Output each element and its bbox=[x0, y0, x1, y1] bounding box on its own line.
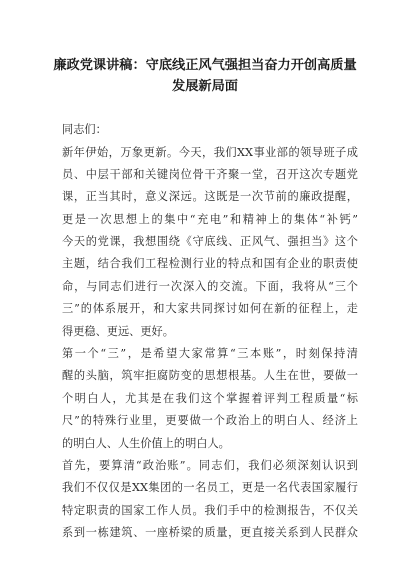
body-line: 特定职责的国家工作人员。我们手中的检测报告，不仅关 bbox=[62, 504, 358, 517]
body-line: 第一个“三”，是希望大家常算“三本账”，时刻保持清 bbox=[62, 347, 358, 360]
body-line: 更是一次思想上的集中“充电”和精神上的集体“补钙” bbox=[62, 213, 358, 226]
body-line: 的明白人、人生价值上的明白人。 bbox=[62, 437, 230, 450]
document-title-line-2: 发展新局面 bbox=[172, 79, 238, 94]
document-title-line-1: 廉政党课讲稿：守底线正风气强担当奋力开创高质量 bbox=[53, 58, 357, 73]
body-line: 今天的党课，我想围绕《守底线、正风气、强担当》这个 bbox=[62, 235, 358, 248]
body-line: 我们不仅仅是XX集团的一名员工，更是一名代表国家履行 bbox=[62, 481, 358, 494]
body-line: 醒的头脑，筑牢拒腐防变的思想根基。人生在世，要做一 bbox=[62, 369, 358, 382]
body-line: 首先，要算清“政治账”。同志们，我们必须深刻认识到 bbox=[62, 459, 358, 472]
body-line: 系到一栋建筑、一座桥梁的质量，更直接关系到人民群众 bbox=[62, 526, 358, 539]
body-line: 命，与同志们进行一次深入的交流。下面，我将从“三个 bbox=[62, 280, 358, 293]
body-line: 得更稳、更远、更好。 bbox=[62, 325, 174, 338]
body-line: 新年伊始，万象更新。今天，我们XX事业部的领导班子成 bbox=[62, 146, 358, 159]
body-line: 个明白人，尤其是在我们这个掌握着评判工程质量“标 bbox=[62, 392, 358, 405]
body-line: 课，正当其时，意义深远。这既是一次节前的廉政提醒， bbox=[62, 190, 358, 203]
salutation: 同志们： bbox=[62, 123, 107, 136]
body-line: 尺”的特殊行业里，更要做一个政治上的明白人、经济上 bbox=[62, 414, 358, 427]
body-line: 员、中层干部和关键岗位骨干齐聚一堂，召开这次专题党 bbox=[62, 168, 358, 181]
body-line: 三”的体系展开，和大家共同探讨如何在新的征程上，走 bbox=[62, 302, 358, 315]
body-line: 主题，结合我们工程检测行业的特点和国有企业的职责使 bbox=[62, 257, 358, 270]
